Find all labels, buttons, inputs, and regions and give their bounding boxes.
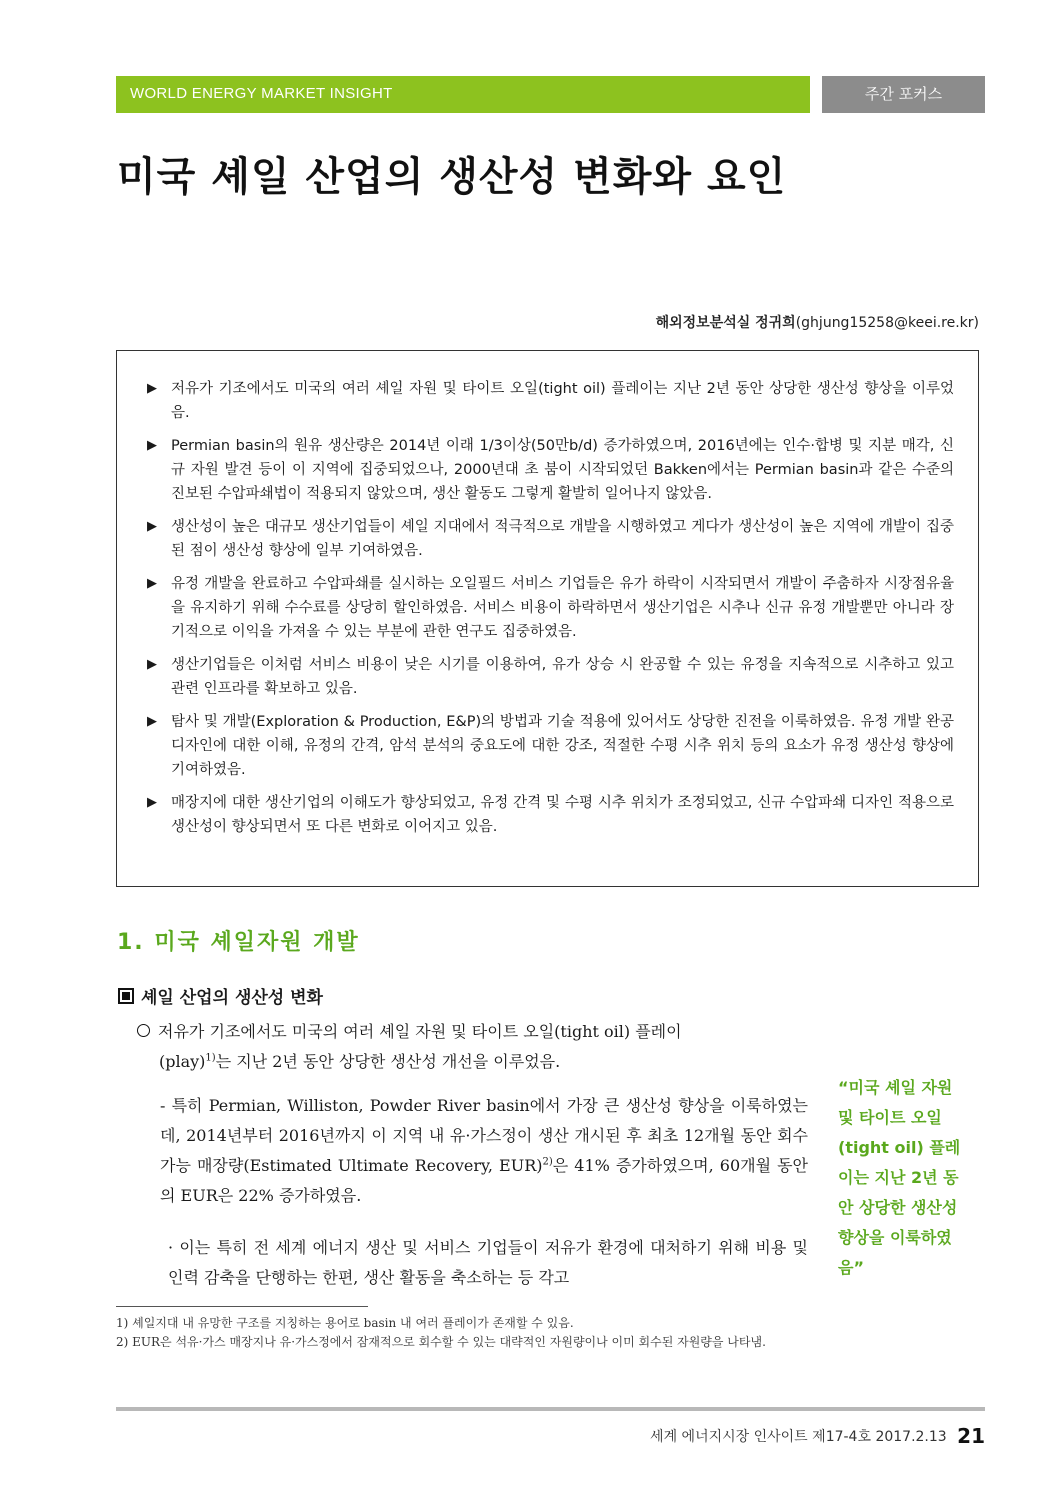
author-email: (ghjung15258@keei.re.kr) <box>795 315 979 331</box>
page-number: 21 <box>957 1424 985 1448</box>
triangle-bullet-icon: ▶ <box>147 795 157 810</box>
triangle-bullet-icon: ▶ <box>147 381 157 396</box>
subsection-heading: 셰일 산업의 생산성 변화 <box>118 983 323 1008</box>
header-banner-text: WORLD ENERGY MARKET INSIGHT <box>130 85 393 102</box>
body-paragraph-2: - 특히 Permian, Williston, Powder River basin에서 가장 큰 생산성 향상을 이룩하였는데, 2014년부터 2016년까지 이 지역 내 유·가스정이 생산 개시된 후 최초 12개월 동안 회수가능 매장량(Estimated Ultimate Recovery, EUR)$^{2)}$은 41% 증가하였으며, 60개월 동안의 EUR은 22% 증가하였음. <box>160 1096 808 1205</box>
triangle-bullet-icon: ▶ <box>147 576 157 591</box>
footer-issue: 제17-4호 2017.2.13 <box>812 1429 947 1445</box>
triangle-bullet-icon: ▶ <box>147 438 157 453</box>
footer-publication: 세계 에너지시장 인사이트 <box>650 1429 808 1445</box>
circle-bullet-icon <box>137 1024 150 1037</box>
summary-item: ▶ Permian basin의 원유 생산량은 2014년 이래 1/3이상(50만b/d) 증가하였으며, 2016년에는 인수·합병 및 지분 매각, 신규 자원 발견 등이 이 지역에 집중되었으나, 2000년대 초 붐이 시작되었던 Bakken에서는 Permian basin과 같은 수준의 진보된 수압파쇄법이 적용되지 않았으며, 생산 활동도 그렇게 활발히 일어나지 않았음. <box>147 434 954 506</box>
page-footer <box>650 1422 985 1446</box>
pull-quote: “미국 셰일 자원 및 타이트 오일(tight oil) 플레이는 지난 2년 동안 상당한 생산성 향상을 이룩하였음” <box>838 1078 961 1277</box>
summary-item: ▶ 매장지에 대한 생산기업의 이해도가 향상되었고, 유정 간격 및 수평 시추 위치가 조정되었고, 신규 수압파쇄 디자인 적용으로 생산성이 향상되면서 또 다른 변화로 이어지고 있음. <box>147 791 954 839</box>
footnote-ref-1: 1) <box>205 1052 216 1064</box>
page-title: 미국 셰일 산업의 생산성 변화와 요인 <box>117 154 787 200</box>
body-paragraph-3: · 이는 특히 전 세계 에너지 생산 및 서비스 기업들이 저유가 환경에 대처하기 위해 비용 및 인력 감축을 단행하는 한편, 생산 활동을 축소하는 등 각고 <box>168 1238 808 1287</box>
footnote-2: 2) EUR은 석유·가스 매장지나 유·가스정에서 잠재적으로 회수할 수 있는 대략적인 자원량이나 이미 회수된 자원량을 나타냄. <box>116 1335 766 1349</box>
triangle-bullet-icon: ▶ <box>147 657 157 672</box>
author-name: 해외정보분석실 정귀희 <box>655 315 796 331</box>
summary-item: ▶ 생산성이 높은 대규모 생산기업들이 셰일 지대에서 적극적으로 개발을 시행하였고 게다가 생산성이 높은 지역에 개발이 집중된 점이 생산성 향상에 일부 기여하였음. <box>147 515 954 563</box>
footnotes <box>116 1314 808 1352</box>
footer-divider <box>116 1407 985 1411</box>
summary-item: ▶ 생산기업들은 이처럼 서비스 비용이 낮은 시기를 이용하여, 유가 상승 시 완공할 수 있는 유정을 지속적으로 시추하고 있고 관련 인프라를 확보하고 있음. <box>147 653 954 701</box>
summary-item: ▶ 탐사 및 개발(Exploration & Production, E&P)의 방법과 기술 적용에 있어서도 상당한 진전을 이룩하였음. 유정 개발 완공 디자인에 대한 이해, 유정의 간격, 암석 분석의 중요도에 대한 강조, 적절한 수평 시추 위치 등의 요소가 유정 생산성 향상에 기여하였음. <box>147 710 954 782</box>
summary-list <box>117 351 978 839</box>
footnote-divider <box>116 1306 368 1307</box>
header-section-tab: 주간 포커스 <box>822 76 985 113</box>
square-bullet-icon <box>118 988 134 1004</box>
summary-item: ▶ 유정 개발을 완료하고 수압파쇄를 실시하는 오일필드 서비스 기업들은 유가 하락이 시작되면서 개발이 주춤하자 시장점유율을 유지하기 위해 수수료를 상당히 할인하였음. 서비스 비용이 하락하면서 생산기업은 시추나 신규 유정 개발뿐만 아니라 장기적으로 이익을 가져올 수 있는 부분에 관한 연구도 집중하였음. <box>147 572 954 644</box>
summary-item: ▶ 저유가 기조에서도 미국의 여러 셰일 자원 및 타이트 오일(tight oil) 플레이는 지난 2년 동안 상당한 생산성 향상을 이루었음. <box>147 377 954 425</box>
footnote-1: 1) 셰일지대 내 유망한 구조를 지칭하는 용어로 basin 내 여러 플레이가 존재할 수 있음. <box>116 1316 574 1330</box>
author-line <box>656 312 979 332</box>
footnote-ref-2: 2) <box>542 1156 553 1168</box>
summary-box <box>116 350 979 887</box>
triangle-bullet-icon: ▶ <box>147 519 157 534</box>
section-heading: 1. 미국 셰일자원 개발 <box>117 930 360 955</box>
triangle-bullet-icon: ▶ <box>147 714 157 729</box>
body-paragraph-1: 저유가 기조에서도 미국의 여러 셰일 자원 및 타이트 오일(tight oil) 플레이 (play)$^{1)}$는 지난 2년 동안 상당한 생산성 개선을 이루었음. <box>137 1017 807 1077</box>
header-banner <box>116 76 810 113</box>
